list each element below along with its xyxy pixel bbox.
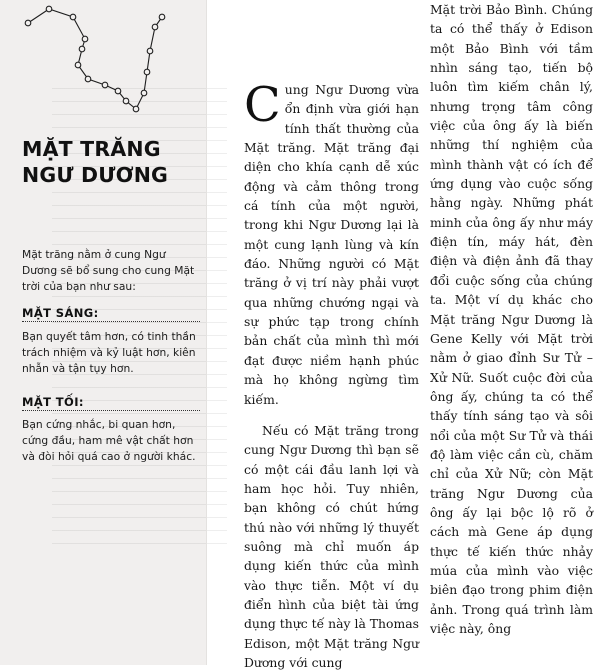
body-column-1 xyxy=(244,77,419,672)
drop-cap: C xyxy=(244,77,281,133)
dark-side-label: MẶT TỐI: xyxy=(22,395,200,411)
body-column-2 xyxy=(430,0,593,638)
sidebar-divider xyxy=(206,0,207,665)
light-side-text: Bạn quyết tâm hơn, có tinh thần trách nhiệm và kỷ luật hơn, kiên nhẫn và tận tụy hơn. xyxy=(22,330,196,375)
paragraph-1 xyxy=(244,77,419,409)
sidebar-panel xyxy=(0,0,206,665)
sidebar-title xyxy=(22,136,202,188)
paragraph-1-text: ung Ngư Dương vừa ổn định vừa giới hạn tính thất thường của Mặt trăng. Mặt trăng đại diện cho khía cạnh dễ xúc động và cảm thông trong cá tính của một người, trong khi Ngư Dương lại là một cung lạnh lùng và kín đáo. Những người có Mặt trăng ở vị trí này phải vượt qua những chướng ngại và sự phức tạp trong chính bản chất của mình thì mới đạt được niềm hạnh phúc mà họ không ngừng tìm kiếm. xyxy=(244,82,419,407)
paragraph-2: Nếu có Mặt trăng trong cung Ngư Dương thì bạn sẽ có một cái đầu lanh lợi và ham học hỏi. Tuy nhiên, bạn không có chút hứng thú nào với những lý thuyết suông mà chỉ muốn áp dụng kiến thức của mình vào thực tiễn. Một ví dụ điển hình của biệt tài ứng dụng thực tế này là Thomas Edison, một Mặt trăng Ngư Dương với cung xyxy=(244,422,419,670)
light-side-label: MẶT SÁNG: xyxy=(22,306,200,322)
title-line-1: MẶT TRĂNG xyxy=(22,137,161,161)
dark-side-text: Bạn cứng nhắc, bi quan hơn, cứng đầu, ham mê vật chất hơn và đòi hỏi quá cao ở người khác. xyxy=(22,418,196,463)
title-line-2: NGƯ DƯƠNG xyxy=(22,163,169,187)
capricorn-constellation-icon xyxy=(22,5,182,123)
paragraph-3: Mặt trời Bảo Bình. Chúng ta có thể thấy ở Edison một Bảo Bình với tầm nhìn sáng tạo, tiến bộ luôn tìm kiếm chân lý, nhưng trọng tâm công việc của ông ấy là biến những thí nghiệm của mình thành vật có ích để ứng dụng vào cuộc sống hằng ngày. Những phát minh của ông ấy như máy điện tín, máy hát, đèn điện và điện ảnh đã thay đổi cuộc sống của chúng ta. Một ví dụ khác cho Mặt trăng Ngư Dương là Gene Kelly với Mặt trời nằm ở giao đỉnh Sư Tử – Xử Nữ. Suốt cuộc đời của ông ấy, chúng ta có thể thấy tính sáng tạo và sôi nổi của một Sư Tử và thái độ làm việc cần cù, chăm chỉ của Xử Nữ; còn Mặt trăng Ngư Dương của ông ấy lại bộc lộ rõ ở cách mà Gene áp dụng thực tế kiến thức nhảy múa của mình vào việc biên đạo trong phim điện ảnh. Trong quá trình làm việc này, ông xyxy=(430,2,593,636)
sidebar-intro: Mặt trăng nằm ở cung Ngư Dương sẽ bổ sung cho cung Mặt trời của bạn như sau: xyxy=(22,248,195,293)
